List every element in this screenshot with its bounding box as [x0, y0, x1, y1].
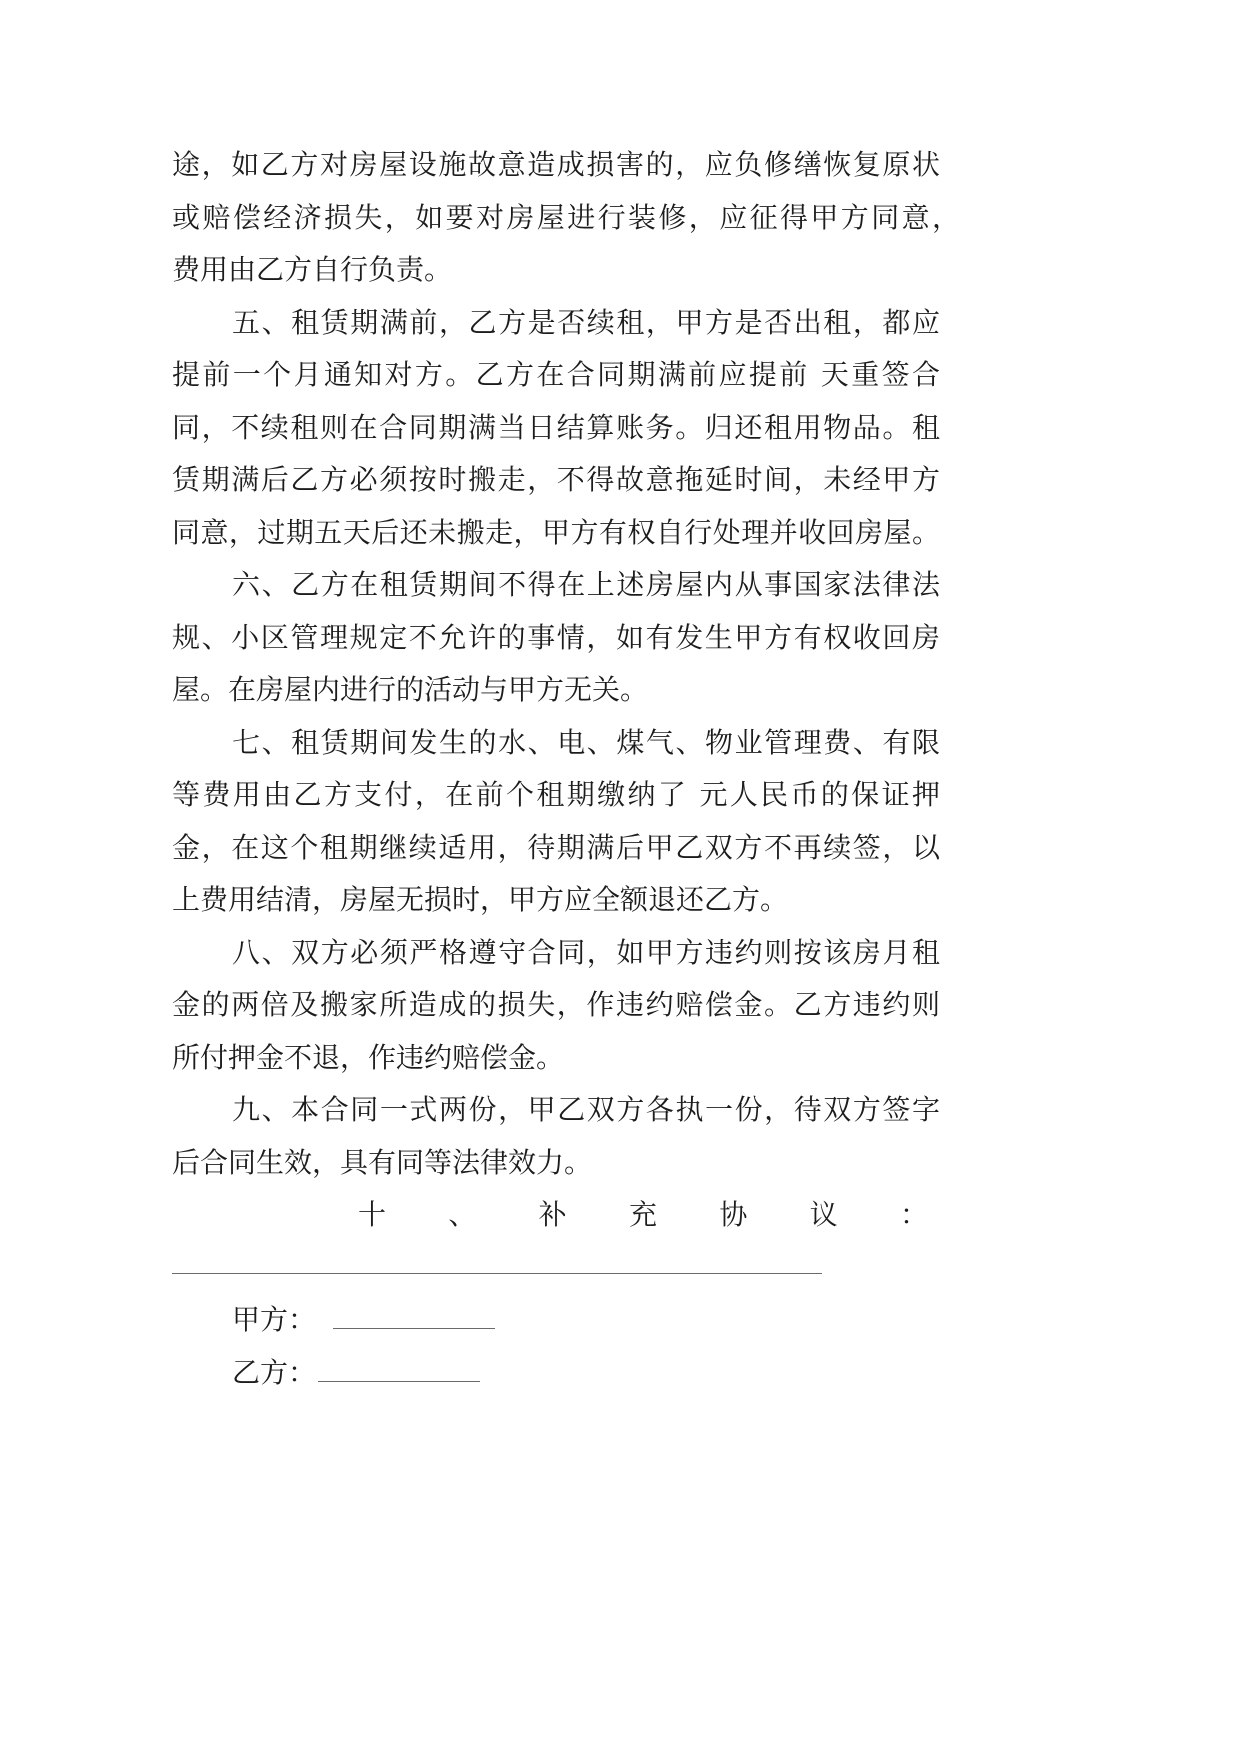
party-b-signature-blank: [318, 1361, 480, 1382]
supplement-fill-line: [172, 1273, 822, 1274]
text-line: 屋。在房屋内进行的活动与甲方无关。: [172, 673, 649, 706]
party-a-signature: [232, 1294, 972, 1347]
text-line: 所付押金不退，作违约赔偿金。: [172, 1040, 565, 1074]
clause-6: [172, 559, 972, 717]
text-line: 八、双方必须严格遵守合同，如甲方违约则按该房月租: [232, 935, 940, 969]
text-line: 赁期满后乙方必须按时搬走，不得故意拖延时间，未经甲方: [172, 463, 940, 496]
text-line: 五、租赁期满前，乙方是否续租，甲方是否出租，都应: [232, 305, 940, 339]
supplement-fill-row: [172, 1242, 972, 1295]
text-line: 或赔偿经济损失，如要对房屋进行装修，应征得甲方同意，: [172, 200, 960, 234]
text-line: 等费用由乙方支付，在前个租期缴纳了 元人民币的保证押: [172, 778, 940, 811]
party-b-signature: [232, 1347, 972, 1400]
party-b-label: 乙方：: [232, 1355, 317, 1389]
clause-5: [172, 297, 972, 560]
text-line: 九、本合同一式两份，甲乙双方各执一份，待双方签字: [232, 1093, 940, 1126]
party-a-signature-blank: [333, 1308, 495, 1329]
text-line: 六、乙方在租赁期间不得在上述房屋内从事国家法律法: [232, 568, 940, 601]
clause-9: [172, 1084, 972, 1189]
clause-4-continuation: [172, 139, 972, 297]
text-line: 途，如乙方对房屋设施故意造成损害的，应负修缮恢复原状: [172, 148, 940, 181]
supplement-heading: 十、补充协议：: [358, 1198, 928, 1231]
text-line: 同，不续租则在合同期满当日结算账务。归还租用物品。租: [172, 410, 940, 444]
contract-body: [172, 139, 972, 1399]
text-line: 规、小区管理规定不允许的事情，如有发生甲方有权收回房: [172, 620, 940, 654]
text-line: 提前一个月通知对方。乙方在合同期满前应提前 天重签合: [172, 358, 940, 391]
text-line: 费用由乙方自行负责。: [172, 253, 453, 286]
text-line: 同意，过期五天后还未搬走，甲方有权自行处理并收回房屋。: [172, 515, 940, 549]
party-a-label: 甲方：: [232, 1303, 317, 1336]
clause-7: [172, 717, 972, 927]
text-line: 后合同生效，具有同等法律效力。: [172, 1145, 593, 1179]
text-line: 上费用结清，房屋无损时，甲方应全额退还乙方。: [172, 883, 789, 916]
clause-8: [172, 927, 972, 1085]
text-line: 金，在这个租期继续适用，待期满后甲乙双方不再续签，以: [172, 830, 940, 864]
text-line: 七、租赁期间发生的水、电、煤气、物业管理费、有限: [232, 725, 940, 759]
text-line: 金的两倍及搬家所造成的损失，作违约赔偿金。乙方违约则: [172, 988, 940, 1021]
